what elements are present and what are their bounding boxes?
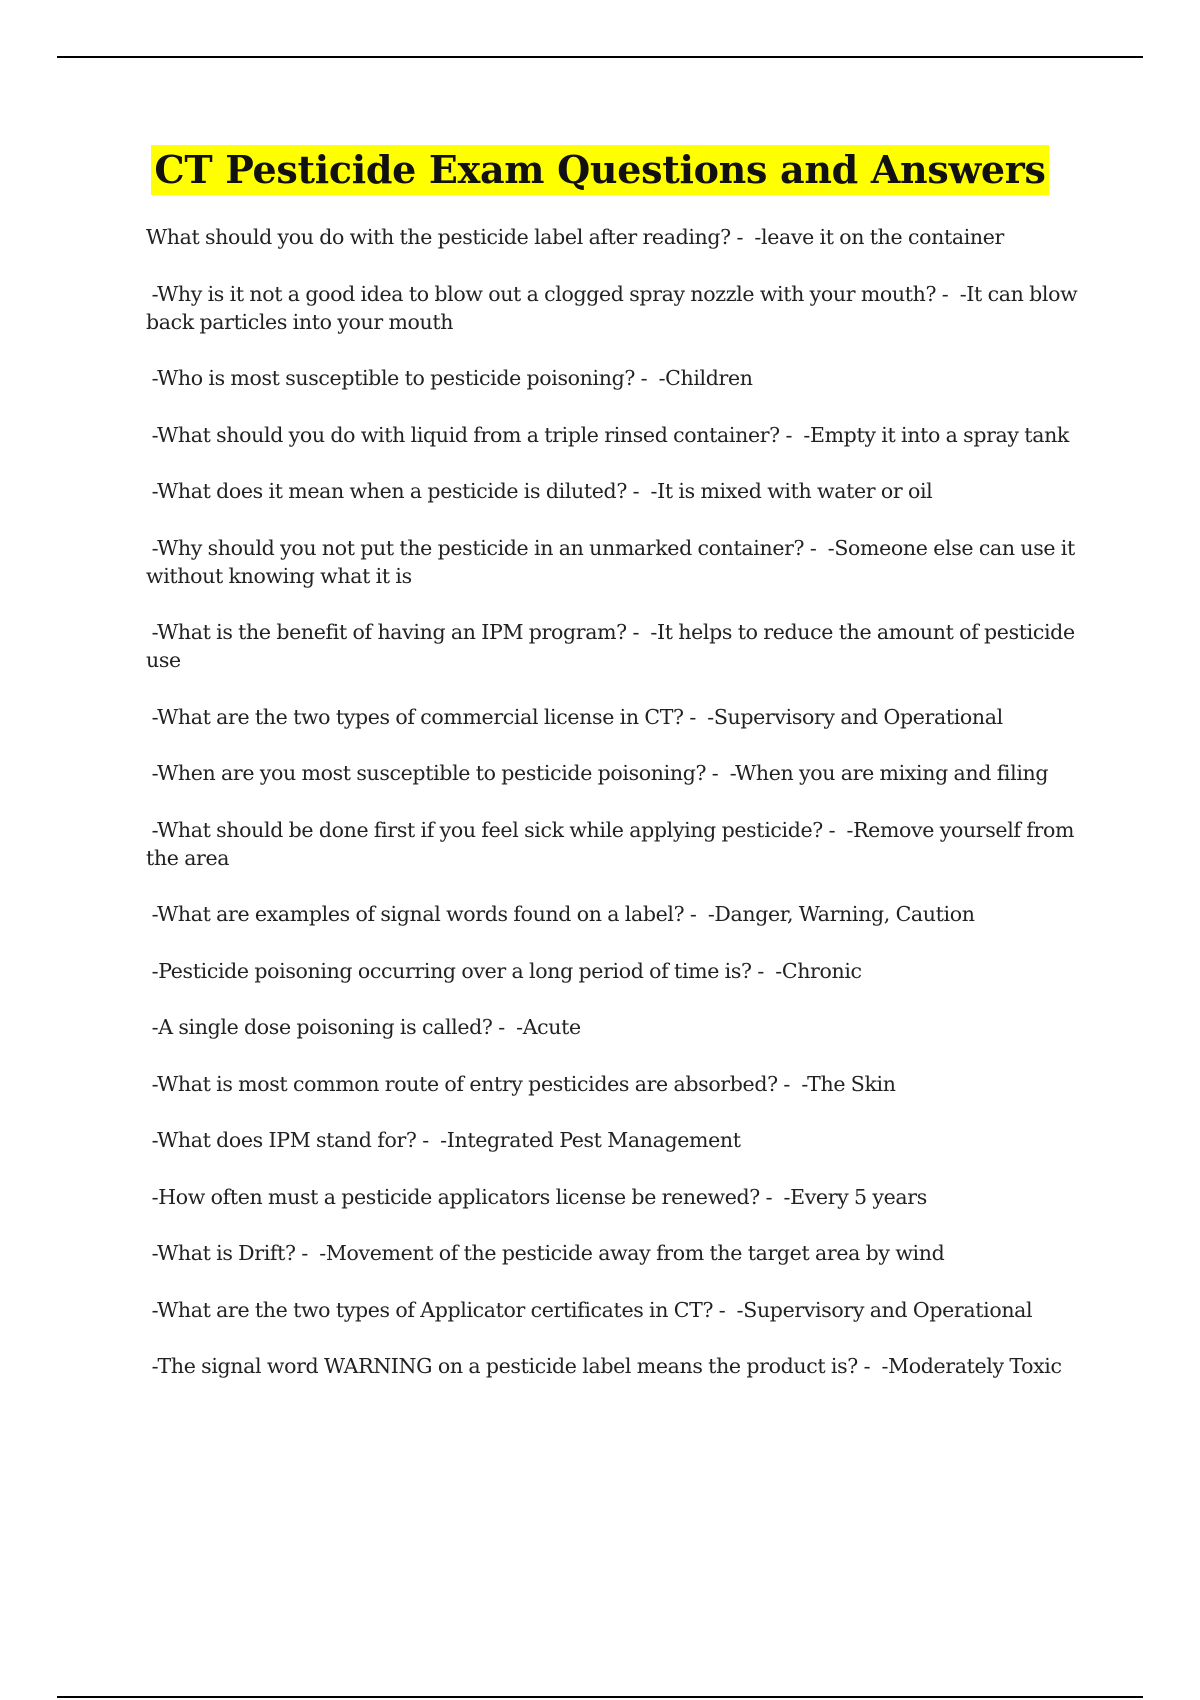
qa-item	[146, 900, 1086, 928]
answer-text: -It helps to reduce the amount of pesticide use	[146, 620, 1081, 672]
answer-text: -Remove yourself from the area	[146, 817, 1080, 870]
question-text: -Who is most susceptible to pesticide poisoning? -	[146, 366, 659, 390]
question-text: -Why is it not a good idea to blow out a clogged spray nozzle with your mouth? -	[146, 281, 960, 306]
question-text: -What is most common route of entry pesticides are absorbed? -	[146, 1071, 802, 1096]
qa-item	[146, 1013, 1086, 1041]
question-text: -What does it mean when a pesticide is diluted? -	[146, 479, 651, 503]
title-container	[0, 145, 1200, 195]
answer-text: -Danger, Warning, Caution	[707, 902, 975, 926]
question-text: -Pesticide poisoning occurring over a long period of time is? -	[146, 958, 776, 983]
answer-text: -Chronic	[775, 958, 862, 983]
question-text: -The signal word WARNING on a pesticide label means the product is? -	[146, 1354, 882, 1378]
qa-item	[146, 1070, 1086, 1098]
qa-item	[146, 618, 1086, 674]
answer-text: -Empty it into a spray tank	[803, 422, 1069, 447]
answer-text: -Moderately Toxic	[881, 1354, 1062, 1378]
answer-text: -Someone else can use it without knowing what it is	[146, 535, 1081, 588]
question-text: -When are you most susceptible to pesticide poisoning? -	[146, 761, 730, 785]
qa-item	[146, 1239, 1086, 1267]
question-text: -What does IPM stand for? -	[146, 1128, 441, 1152]
answer-text: -Integrated Pest Management	[440, 1128, 741, 1152]
qa-item	[146, 1126, 1086, 1154]
question-text: -What is the benefit of having an IPM program? -	[146, 620, 651, 644]
qa-list	[146, 223, 1086, 1409]
question-text: -Why should you not put the pesticide in an unmarked container? -	[146, 535, 828, 560]
qa-item	[146, 816, 1086, 872]
answer-text: -Supervisory and Operational	[707, 704, 1003, 729]
question-text: -A single dose poisoning is called? -	[146, 1015, 517, 1039]
qa-item	[146, 957, 1086, 985]
question-text: -What are the two types of commercial license in CT? -	[146, 704, 708, 729]
qa-item	[146, 703, 1086, 731]
answer-text: -Every 5 years	[783, 1184, 927, 1209]
question-text: -What is Drift? -	[146, 1241, 320, 1265]
question-text: What should you do with the pesticide label after reading? -	[146, 225, 755, 249]
question-text: -What are examples of signal words found on a label? -	[146, 902, 708, 926]
qa-item	[146, 534, 1086, 590]
qa-item	[146, 364, 1086, 392]
header-rule	[57, 56, 1143, 58]
answer-text: -It can blow back particles into your mouth	[146, 281, 1083, 334]
answer-text: -Supervisory and Operational	[736, 1297, 1033, 1322]
answer-text: -When you are mixing and filing	[729, 761, 1049, 785]
question-text: -What should you do with liquid from a triple rinsed container? -	[146, 422, 804, 447]
qa-item	[146, 1296, 1086, 1324]
qa-item	[146, 477, 1086, 505]
answer-text: -Movement of the pesticide away from the target area by wind	[319, 1241, 945, 1265]
answer-text: -The Skin	[801, 1071, 896, 1096]
qa-item	[146, 759, 1086, 787]
answer-text: -Children	[658, 366, 753, 390]
qa-item	[146, 1352, 1086, 1380]
qa-item	[146, 1183, 1086, 1211]
question-text: -What are the two types of Applicator certificates in CT? -	[146, 1297, 737, 1322]
question-text: -What should be done first if you feel sick while applying pesticide? -	[146, 817, 847, 842]
document-title: CT Pesticide Exam Questions and Answers	[151, 145, 1048, 195]
answer-text: -leave it on the container	[754, 225, 1005, 249]
qa-item	[146, 223, 1086, 251]
qa-item	[146, 280, 1086, 336]
qa-item	[146, 421, 1086, 449]
footer-rule	[57, 1696, 1143, 1698]
answer-text: -It is mixed with water or oil	[650, 479, 933, 503]
answer-text: -Acute	[516, 1015, 581, 1039]
question-text: -How often must a pesticide applicators license be renewed? -	[146, 1184, 784, 1209]
